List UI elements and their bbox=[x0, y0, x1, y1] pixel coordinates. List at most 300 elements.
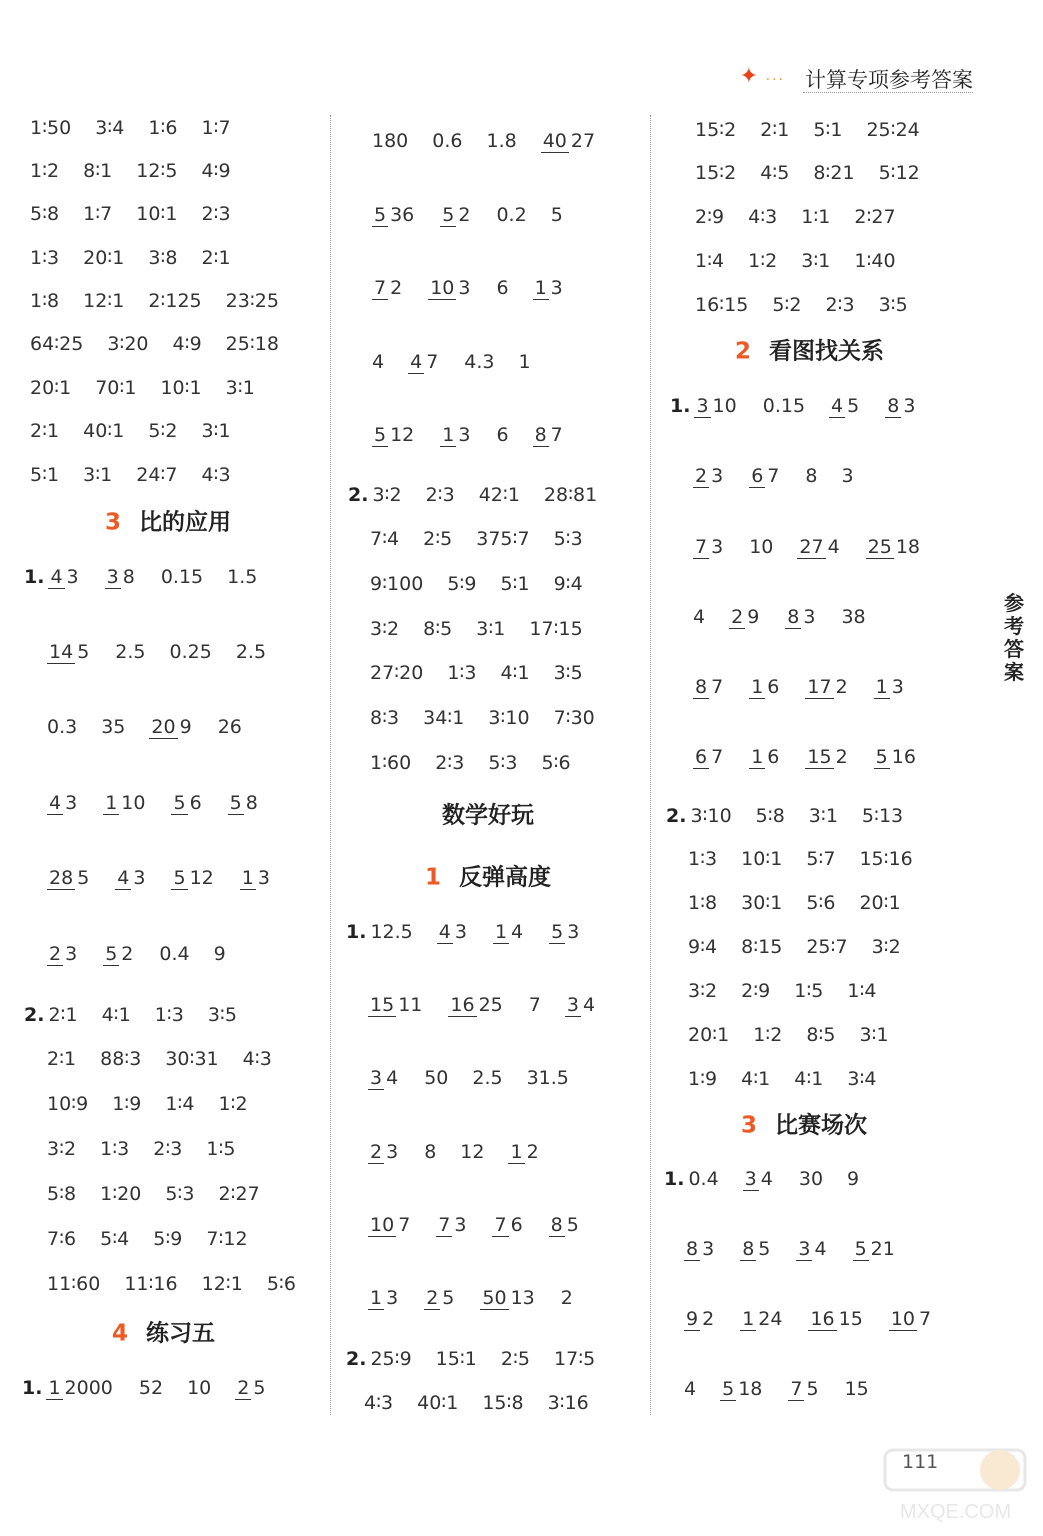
answer-value: 3∶1 bbox=[201, 419, 231, 442]
answer-value: 5∶8 bbox=[47, 1182, 77, 1205]
answer-value: 3 bbox=[841, 465, 854, 487]
denominator: 3 bbox=[386, 1141, 399, 1163]
answer-value: 5∶3 bbox=[488, 751, 518, 774]
answer-value: 10∶1 bbox=[136, 202, 178, 225]
numerator: 1 bbox=[534, 277, 547, 299]
answer-value: 0.15 bbox=[160, 566, 204, 588]
answer-value: 1∶7 bbox=[83, 202, 113, 225]
answer-row bbox=[368, 993, 621, 1017]
denominator: 5 bbox=[253, 1377, 266, 1399]
denominator: 12 bbox=[189, 867, 214, 889]
fraction bbox=[171, 791, 203, 815]
answer-value: 2∶3 bbox=[201, 202, 231, 225]
numerator: 2 bbox=[49, 943, 62, 965]
answer-value: 3∶2 bbox=[370, 617, 400, 640]
numerator: 4 bbox=[50, 566, 63, 588]
answer-row bbox=[695, 205, 920, 228]
answer-row bbox=[364, 1391, 613, 1414]
fraction bbox=[368, 993, 424, 1017]
question-number: 2. bbox=[24, 1003, 45, 1026]
fraction bbox=[368, 1066, 400, 1090]
answer-value: 20∶1 bbox=[859, 891, 901, 914]
answer-value: 2∶125 bbox=[148, 289, 202, 312]
side-tab: 参考答案 bbox=[1004, 591, 1024, 684]
denominator: 3 bbox=[454, 1214, 467, 1236]
answer-value: 15∶2 bbox=[695, 118, 737, 141]
answer-row bbox=[368, 1213, 605, 1237]
answer-row bbox=[47, 866, 296, 890]
numerator: 4 bbox=[410, 351, 423, 373]
answer-row bbox=[370, 706, 619, 729]
answer-value: 2∶3 bbox=[435, 751, 465, 774]
answer-value: 4∶3 bbox=[242, 1047, 272, 1070]
answer-row bbox=[688, 891, 925, 914]
answer-row bbox=[372, 129, 621, 153]
denominator: 2 bbox=[458, 204, 471, 226]
answer-value: 1∶3 bbox=[154, 1003, 184, 1026]
numerator: 5 bbox=[722, 1378, 735, 1400]
answer-value: 28∶81 bbox=[543, 483, 598, 506]
answer-value: 8 bbox=[805, 465, 818, 487]
answer-value: 20∶1 bbox=[688, 1023, 730, 1046]
fraction bbox=[46, 1376, 114, 1400]
denominator: 3 bbox=[903, 395, 916, 417]
answer-value: 10∶1 bbox=[160, 376, 202, 399]
numerator: 3 bbox=[798, 1238, 811, 1260]
fraction bbox=[874, 675, 906, 699]
fraction bbox=[533, 276, 565, 300]
answer-value: 1∶3 bbox=[30, 246, 60, 269]
numerator: 2 bbox=[426, 1287, 439, 1309]
answer-value: 5∶8 bbox=[755, 804, 785, 827]
denominator: 3 bbox=[550, 277, 563, 299]
answer-value: 25∶9 bbox=[370, 1347, 412, 1370]
answer-value: 5∶9 bbox=[153, 1227, 183, 1250]
answer-value: 1∶9 bbox=[688, 1067, 718, 1090]
fraction bbox=[171, 866, 215, 890]
answer-value: 8∶3 bbox=[370, 706, 400, 729]
denominator: 4 bbox=[386, 1067, 399, 1089]
answer-row bbox=[370, 661, 607, 684]
header-underline bbox=[803, 92, 973, 93]
answer-value: 3∶10 bbox=[488, 706, 530, 729]
answer-value: 1∶50 bbox=[30, 116, 72, 139]
answer-value: 2∶1 bbox=[30, 419, 60, 442]
fraction bbox=[424, 1286, 456, 1310]
answer-row bbox=[664, 1167, 883, 1191]
answer-row bbox=[30, 202, 255, 225]
answer-value: 3∶4 bbox=[95, 116, 125, 139]
answer-value: 9 bbox=[213, 943, 226, 965]
answer-row bbox=[688, 847, 937, 870]
denominator: 4 bbox=[582, 994, 596, 1016]
answer-value: 5∶12 bbox=[878, 161, 920, 184]
denominator: 7 bbox=[919, 1308, 932, 1330]
answer-row bbox=[30, 463, 255, 486]
fraction bbox=[808, 1307, 864, 1331]
answer-value: 52 bbox=[138, 1377, 164, 1399]
answer-value: 2∶1 bbox=[48, 1003, 78, 1026]
answer-value: 12∶1 bbox=[83, 289, 125, 312]
answer-value: 4∶5 bbox=[760, 161, 790, 184]
denominator: 2 bbox=[835, 676, 848, 698]
answer-row bbox=[693, 745, 942, 769]
answer-value: 3∶2 bbox=[688, 979, 718, 1002]
answer-value: 4∶9 bbox=[201, 159, 231, 182]
answer-row bbox=[47, 1272, 320, 1295]
numerator: 8 bbox=[550, 1214, 563, 1236]
answer-value: 3∶1 bbox=[801, 249, 831, 272]
numerator: 5 bbox=[374, 204, 387, 226]
denominator: 5 bbox=[566, 1214, 579, 1236]
answer-value: 2∶27 bbox=[218, 1182, 260, 1205]
answer-value: 10∶1 bbox=[741, 847, 783, 870]
answer-value: 2.5 bbox=[472, 1067, 503, 1089]
fraction bbox=[740, 1237, 772, 1261]
answer-value: 8∶21 bbox=[813, 161, 855, 184]
answer-row bbox=[684, 1377, 893, 1401]
answer-value: 1∶5 bbox=[206, 1137, 236, 1160]
answer-value: 6 bbox=[496, 277, 509, 299]
fraction bbox=[693, 745, 725, 769]
denominator: 5 bbox=[442, 1287, 455, 1309]
numerator: 8 bbox=[695, 676, 708, 698]
numerator: 8 bbox=[534, 424, 547, 446]
numerator: 14 bbox=[49, 641, 74, 663]
watermark-logo bbox=[880, 1440, 1030, 1528]
answer-value: 1∶2 bbox=[218, 1092, 248, 1115]
answer-value: 2∶1 bbox=[47, 1047, 77, 1070]
denominator: 7 bbox=[767, 465, 780, 487]
answer-row bbox=[30, 376, 279, 399]
denominator: 2000 bbox=[64, 1377, 113, 1399]
answer-row bbox=[666, 804, 927, 827]
answer-value: 1∶6 bbox=[148, 116, 178, 139]
numerator: 5 bbox=[374, 424, 387, 446]
denominator: 7 bbox=[398, 1214, 411, 1236]
denominator: 8 bbox=[245, 792, 258, 814]
answer-row bbox=[47, 715, 266, 739]
fraction bbox=[103, 791, 147, 815]
answer-value: 2∶5 bbox=[500, 1347, 531, 1370]
answer-row bbox=[693, 675, 930, 699]
fraction bbox=[788, 1377, 820, 1401]
answer-value: 1∶8 bbox=[30, 289, 60, 312]
answer-value: 1∶7 bbox=[201, 116, 231, 139]
answer-value: 2∶3 bbox=[425, 483, 455, 506]
denominator: 6 bbox=[510, 1214, 523, 1236]
answer-value: 30∶31 bbox=[165, 1047, 219, 1070]
answer-value: 3∶4 bbox=[847, 1067, 877, 1090]
denominator: 10 bbox=[121, 792, 146, 814]
numerator: 1 bbox=[742, 1308, 755, 1330]
answer-value: 0.25 bbox=[169, 641, 212, 663]
fraction bbox=[48, 565, 80, 589]
denominator: 3 bbox=[257, 867, 270, 889]
denominator: 3 bbox=[711, 536, 724, 558]
answer-value: 1∶5 bbox=[794, 979, 824, 1002]
answer-value: 9∶4 bbox=[553, 572, 583, 595]
answer-value: 31.5 bbox=[526, 1067, 569, 1089]
numerator: 1 bbox=[751, 746, 764, 768]
answer-value: 25∶7 bbox=[806, 935, 848, 958]
numerator: 4 bbox=[831, 395, 844, 417]
answer-value: 3∶1 bbox=[83, 463, 113, 486]
numerator: 2 bbox=[237, 1377, 250, 1399]
answer-value: 4∶3 bbox=[748, 205, 778, 228]
answer-value: 3∶10 bbox=[690, 804, 732, 827]
unit-title: 数学好玩 bbox=[442, 802, 534, 829]
fraction bbox=[368, 1286, 400, 1310]
denominator: 4 bbox=[814, 1238, 827, 1260]
fraction bbox=[228, 791, 260, 815]
answer-value: 4∶1 bbox=[500, 661, 530, 684]
answer-value: 8∶5 bbox=[423, 617, 453, 640]
answer-value: 20∶1 bbox=[83, 246, 125, 269]
answer-row bbox=[47, 791, 284, 815]
denominator: 3 bbox=[454, 921, 467, 943]
question-number: 2. bbox=[348, 483, 369, 506]
numerator: 10 bbox=[890, 1308, 916, 1330]
answer-value: 4 bbox=[684, 1378, 697, 1400]
answer-value: 1∶3 bbox=[100, 1137, 130, 1160]
answer-row bbox=[368, 1140, 565, 1164]
fraction bbox=[720, 1377, 764, 1401]
denominator: 13 bbox=[510, 1287, 535, 1309]
denominator: 11 bbox=[398, 994, 423, 1016]
answer-value: 2∶3 bbox=[825, 293, 855, 316]
answer-value: 1 bbox=[518, 351, 531, 373]
numerator: 7 bbox=[790, 1378, 803, 1400]
answer-value: 1∶4 bbox=[695, 249, 725, 272]
answer-value: 7∶30 bbox=[553, 706, 595, 729]
answer-value: 1∶2 bbox=[753, 1023, 783, 1046]
fraction bbox=[565, 993, 597, 1017]
fraction bbox=[549, 1213, 581, 1237]
fraction bbox=[149, 715, 193, 739]
denominator: 5 bbox=[77, 867, 90, 889]
fraction bbox=[428, 276, 472, 300]
numerator: 3 bbox=[566, 994, 579, 1016]
answer-row bbox=[30, 419, 255, 442]
answer-value: 2∶5 bbox=[423, 527, 453, 550]
numerator: 10 bbox=[430, 277, 455, 299]
fraction bbox=[240, 866, 272, 890]
section-title: 比赛场次 bbox=[775, 1112, 868, 1139]
denominator: 3 bbox=[891, 676, 904, 698]
answer-value: 3∶1 bbox=[225, 376, 255, 399]
answer-row bbox=[695, 161, 944, 184]
answer-row bbox=[47, 1227, 272, 1250]
fraction bbox=[448, 993, 504, 1017]
numerator: 15 bbox=[370, 994, 395, 1016]
denominator: 6 bbox=[189, 792, 202, 814]
numerator: 25 bbox=[867, 536, 892, 558]
answer-value: 9 bbox=[847, 1168, 860, 1190]
answer-value: 15∶1 bbox=[435, 1347, 477, 1370]
answer-value: 6 bbox=[496, 424, 509, 446]
answer-value: 7∶4 bbox=[370, 527, 400, 550]
fraction bbox=[47, 791, 79, 815]
answer-value: 1∶4 bbox=[165, 1092, 195, 1115]
numerator: 40 bbox=[542, 130, 567, 152]
fraction bbox=[541, 129, 597, 153]
answer-value: 24∶7 bbox=[136, 463, 178, 486]
answer-value: 3∶1 bbox=[808, 804, 838, 827]
numerator: 7 bbox=[438, 1214, 451, 1236]
numerator: 1 bbox=[241, 867, 254, 889]
answer-value: 4.3 bbox=[464, 351, 495, 373]
answer-value: 12∶1 bbox=[201, 1272, 243, 1295]
denominator: 3 bbox=[133, 867, 146, 889]
answer-value: 40∶1 bbox=[417, 1391, 459, 1414]
answer-value: 3∶16 bbox=[547, 1391, 589, 1414]
answer-row bbox=[695, 118, 944, 141]
denominator: 16 bbox=[891, 746, 916, 768]
fraction bbox=[368, 1213, 412, 1237]
answer-row bbox=[372, 276, 589, 300]
answer-value: 3∶5 bbox=[878, 293, 908, 316]
denominator: 3 bbox=[66, 566, 79, 588]
denominator: 36 bbox=[390, 204, 415, 226]
fraction bbox=[436, 1213, 468, 1237]
denominator: 3 bbox=[567, 921, 580, 943]
answer-row bbox=[693, 605, 890, 629]
denominator: 3 bbox=[711, 465, 724, 487]
answer-value: 3∶2 bbox=[871, 935, 901, 958]
numerator: 28 bbox=[49, 867, 74, 889]
question-number: 1. bbox=[24, 566, 45, 588]
answer-value: 5∶13 bbox=[861, 804, 904, 827]
numerator: 20 bbox=[151, 716, 176, 738]
answer-value: 70∶1 bbox=[95, 376, 137, 399]
answer-value: 5∶1 bbox=[813, 118, 843, 141]
answer-value: 4∶1 bbox=[794, 1067, 824, 1090]
answer-value: 2∶27 bbox=[854, 205, 896, 228]
numerator: 4 bbox=[117, 867, 130, 889]
fraction bbox=[853, 1237, 897, 1261]
question-number: 2. bbox=[346, 1347, 367, 1370]
numerator: 2 bbox=[370, 1141, 383, 1163]
column-divider-1 bbox=[330, 115, 331, 1415]
answer-value: 7 bbox=[528, 994, 541, 1016]
answer-row bbox=[370, 527, 607, 550]
denominator: 2 bbox=[702, 1308, 715, 1330]
answer-row bbox=[47, 640, 290, 664]
denominator: 2 bbox=[390, 277, 403, 299]
answer-row bbox=[368, 1286, 597, 1310]
answer-value: 0.15 bbox=[762, 395, 806, 417]
answer-value: 1∶8 bbox=[688, 891, 718, 914]
answer-value: 5∶8 bbox=[30, 202, 60, 225]
question-number: 2. bbox=[666, 804, 687, 827]
numerator: 8 bbox=[742, 1238, 755, 1260]
section-heading bbox=[741, 1107, 867, 1140]
answer-row bbox=[372, 423, 589, 447]
numerator: 8 bbox=[686, 1238, 699, 1260]
denominator: 7 bbox=[550, 424, 563, 446]
fraction bbox=[47, 866, 91, 890]
fraction bbox=[829, 394, 861, 418]
section-heading bbox=[112, 1315, 215, 1348]
denominator: 2 bbox=[121, 943, 134, 965]
answer-value: 3∶8 bbox=[148, 246, 178, 269]
denominator: 3 bbox=[803, 606, 816, 628]
numerator: 2 bbox=[695, 465, 708, 487]
answer-value: 15 bbox=[844, 1378, 869, 1400]
section-heading bbox=[425, 859, 551, 892]
answer-value: 26 bbox=[217, 716, 242, 738]
denominator: 10 bbox=[712, 395, 737, 417]
fraction bbox=[480, 1286, 536, 1310]
answer-row bbox=[30, 116, 255, 139]
answer-value: 3∶5 bbox=[553, 661, 583, 684]
fraction bbox=[796, 1237, 828, 1261]
denominator: 24 bbox=[758, 1308, 783, 1330]
answer-value: 0.4 bbox=[159, 943, 190, 965]
answer-value: 5∶3 bbox=[553, 527, 583, 550]
answer-value: 0.3 bbox=[47, 716, 78, 738]
answer-value: 10 bbox=[749, 536, 774, 558]
answer-value: 3∶5 bbox=[207, 1003, 237, 1026]
answer-value: 12.5 bbox=[370, 921, 413, 943]
answer-row bbox=[30, 246, 255, 269]
answer-value: 375∶7 bbox=[476, 527, 530, 550]
fraction bbox=[372, 203, 416, 227]
answer-value: 10 bbox=[187, 1377, 212, 1399]
answer-value: 2∶3 bbox=[153, 1137, 183, 1160]
answer-value: 35 bbox=[101, 716, 126, 738]
answer-value: 38 bbox=[841, 606, 866, 628]
answer-value: 25∶18 bbox=[225, 332, 279, 355]
section-heading bbox=[735, 333, 884, 366]
denominator: 27 bbox=[570, 130, 596, 152]
numerator: 1 bbox=[510, 1141, 523, 1163]
fraction bbox=[885, 394, 917, 418]
denominator: 7 bbox=[426, 351, 439, 373]
denominator: 25 bbox=[478, 994, 503, 1016]
numerator: 7 bbox=[695, 536, 708, 558]
answer-value: 15∶2 bbox=[695, 161, 737, 184]
answer-value: 3∶2 bbox=[372, 483, 402, 506]
fraction bbox=[749, 745, 781, 769]
answer-value: 5∶1 bbox=[30, 463, 60, 486]
answer-row bbox=[47, 1182, 284, 1205]
answer-value: 1∶60 bbox=[370, 751, 412, 774]
fraction bbox=[549, 920, 581, 944]
fraction bbox=[437, 920, 469, 944]
answer-row bbox=[368, 1066, 593, 1090]
answer-row bbox=[370, 751, 595, 774]
fraction bbox=[115, 866, 147, 890]
numerator: 5 bbox=[173, 792, 186, 814]
fraction bbox=[105, 565, 137, 589]
answer-row bbox=[670, 394, 941, 418]
numerator: 27 bbox=[799, 536, 824, 558]
denominator: 3 bbox=[458, 424, 471, 446]
answer-value: 8 bbox=[424, 1141, 437, 1163]
answer-value: 20∶1 bbox=[30, 376, 72, 399]
answer-value: 2∶9 bbox=[741, 979, 771, 1002]
numerator: 2 bbox=[731, 606, 744, 628]
answer-value: 8∶5 bbox=[806, 1023, 836, 1046]
fraction bbox=[729, 605, 761, 629]
denominator: 9 bbox=[179, 716, 192, 738]
answer-value: 1.5 bbox=[227, 566, 258, 588]
answer-value: 4 bbox=[693, 606, 706, 628]
answer-row bbox=[370, 617, 607, 640]
answer-row bbox=[688, 1023, 913, 1046]
